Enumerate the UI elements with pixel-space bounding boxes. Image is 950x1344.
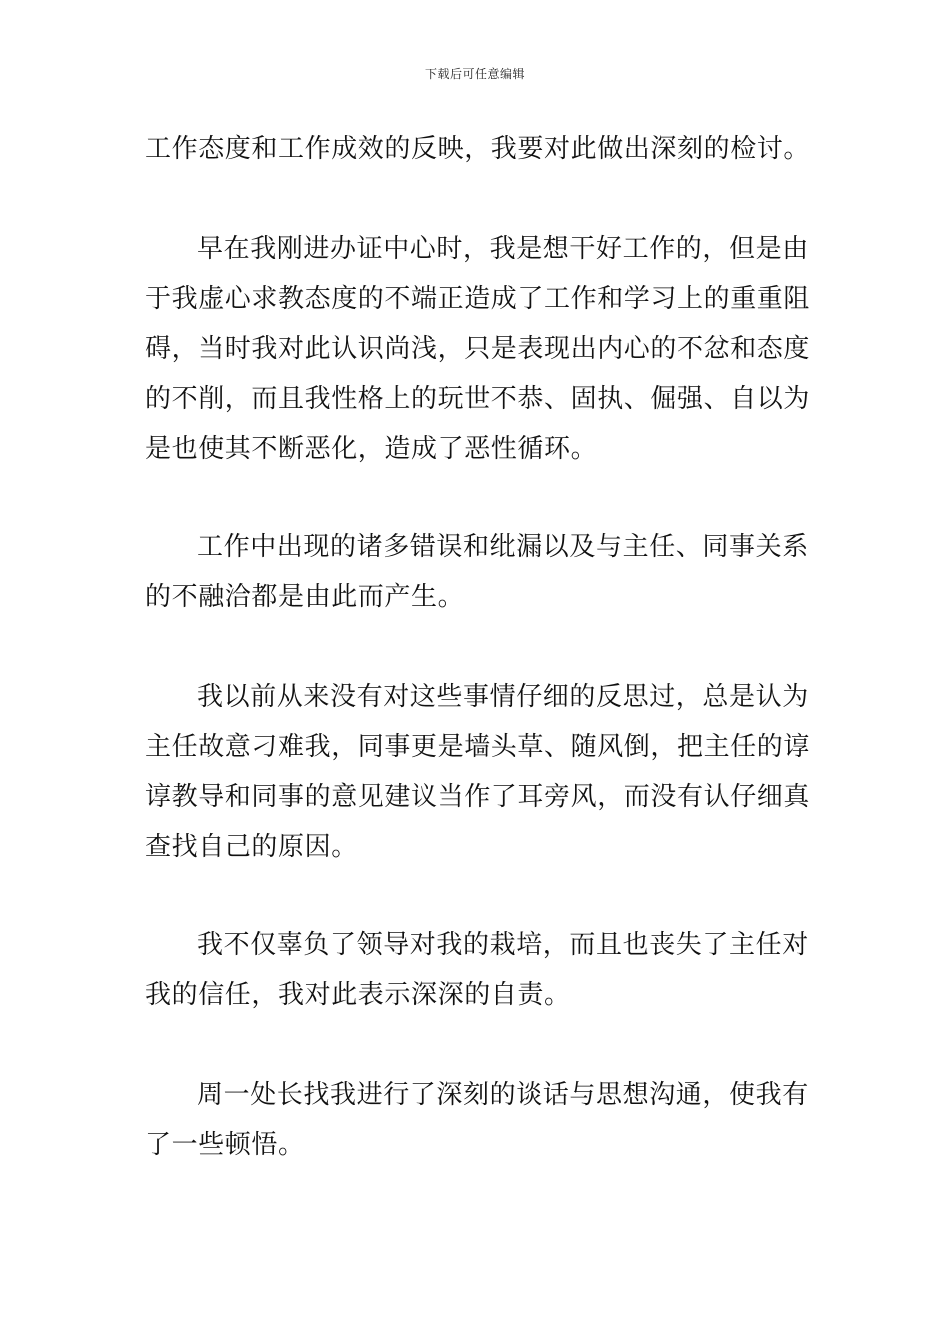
- paragraph-5: 我不仅辜负了领导对我的栽培，而且也丧失了主任对我的信任，我对此表示深深的自责。: [145, 930, 809, 1010]
- paragraph-4: 我以前从来没有对这些事情仔细的反思过，总是认为主任故意刁难我，同事更是墙头草、随风倒，把主任的谆谆教导和同事的意见建议当作了耳旁风，而没有认仔细真查找自己的原因。: [145, 682, 811, 862]
- paragraph-1: 工作态度和工作成效的反映，我要对此做出深刻的检讨。: [145, 134, 811, 164]
- page-header-note: 下载后可任意编辑: [424, 67, 525, 81]
- paragraph-2: 早在我刚进办证中心时，我是想干好工作的，但是由于我虚心求教态度的不端正造成了工作和学习上的重重阻碍，当时我对此认识尚浅，只是表现出内心的不忿和态度的不削，而且我性格上的玩世不恭、固执、倔强、自以为是也使其不断恶化，造成了恶性循环。: [145, 234, 811, 464]
- paragraph-3: 工作中出现的诸多错误和纰漏以及与主任、同事关系的不融洽都是由此而产生。: [145, 532, 809, 612]
- paragraph-6: 周一处长找我进行了深刻的谈话与思想沟通，使我有了一些顿悟。: [145, 1080, 809, 1160]
